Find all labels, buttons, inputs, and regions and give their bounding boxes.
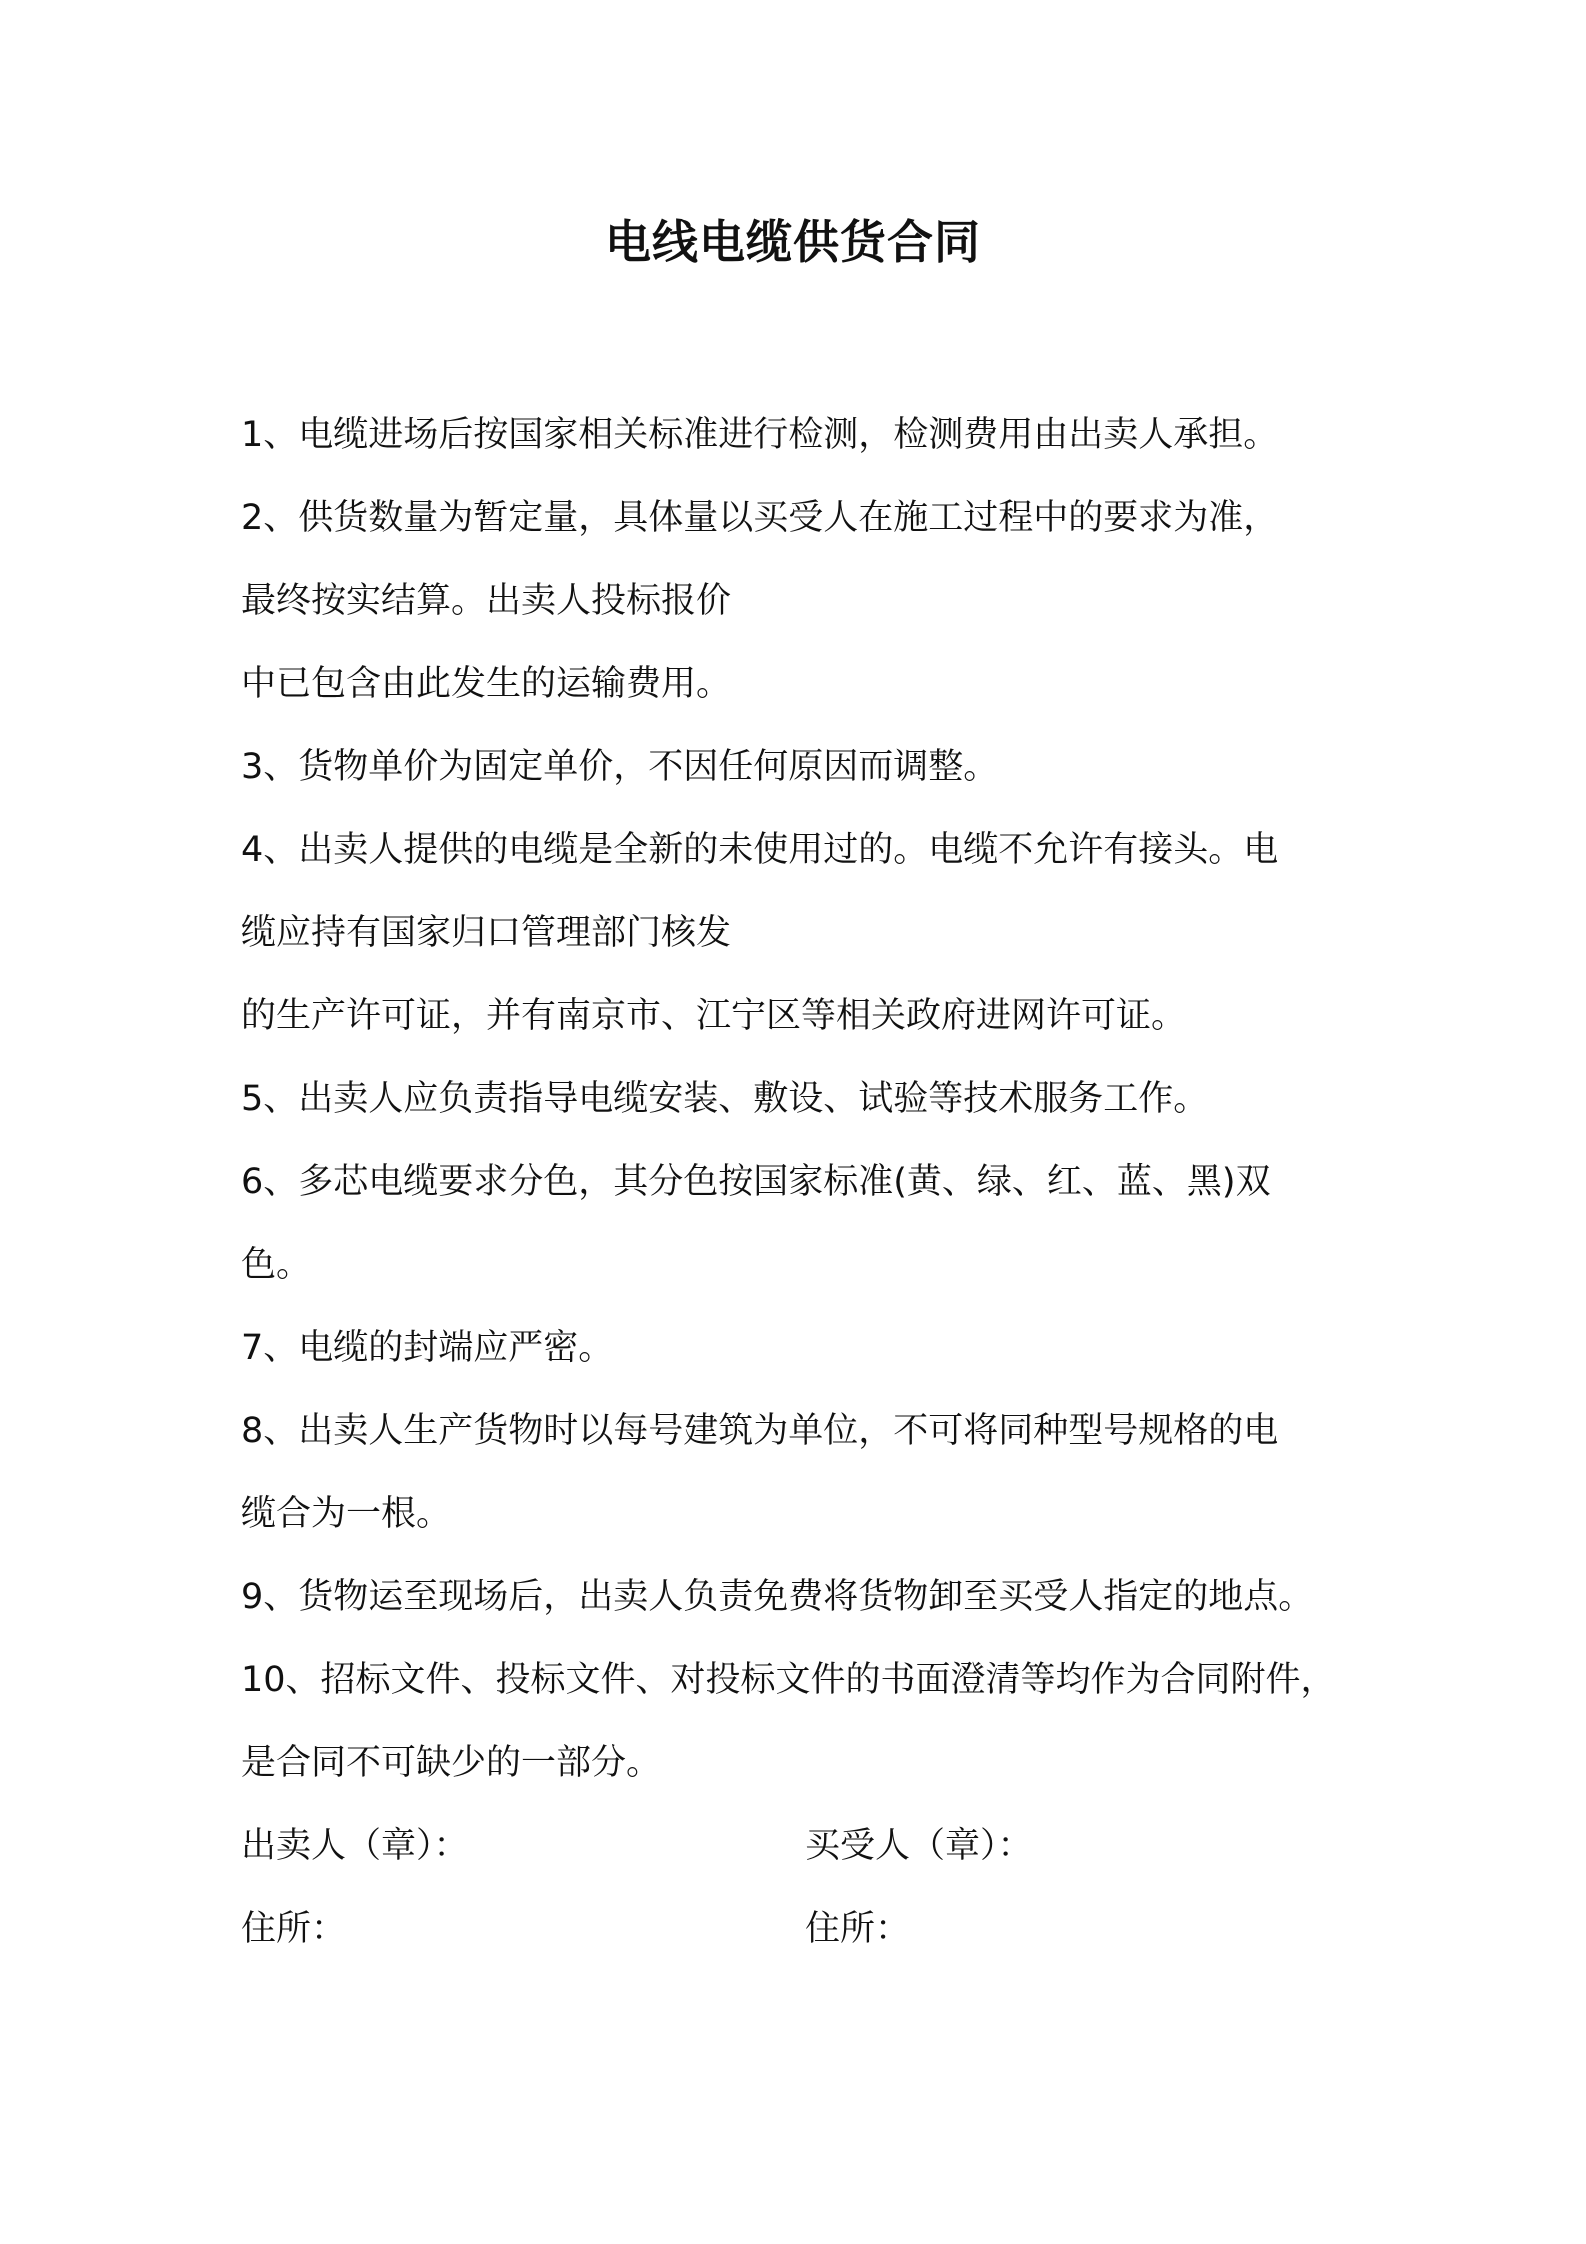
clause-line-16: 10、招标文件、投标文件、对投标文件的书面澄清等均作为合同附件， — [241, 1660, 1336, 1700]
buyer-address-label: 住所： — [805, 1909, 911, 1949]
clause-line-3: 最终按实结算。出卖人投标报价 — [241, 581, 732, 621]
clause-line-1: 1、电缆进场后按国家相关标准进行检测，检测费用由出卖人承担。 — [241, 415, 1279, 455]
clause-line-13: 8、出卖人生产货物时以每号建筑为单位，不可将同种型号规格的电 — [241, 1411, 1279, 1451]
clause-line-10: 6、多芯电缆要求分色，其分色按国家标准(黄、绿、红、蓝、黑)双 — [241, 1162, 1271, 1202]
seller-seal-label: 出卖人（章）： — [241, 1826, 469, 1866]
contract-title: 电线电缆供货合同 — [605, 215, 981, 269]
clause-line-8: 的生产许可证，并有南京市、江宁区等相关政府进网许可证。 — [241, 996, 1187, 1036]
clause-line-6: 4、出卖人提供的电缆是全新的未使用过的。电缆不允许有接头。电 — [241, 830, 1279, 870]
seller-address-label: 住所： — [241, 1909, 347, 1949]
clause-line-2: 2、供货数量为暂定量，具体量以买受人在施工过程中的要求为准， — [241, 498, 1279, 538]
clause-line-7: 缆应持有国家归口管理部门核发 — [241, 913, 732, 953]
clause-line-17: 是合同不可缺少的一部分。 — [241, 1743, 662, 1783]
clause-line-5: 3、货物单价为固定单价，不因任何原因而调整。 — [241, 747, 999, 787]
clause-line-12: 7、电缆的封端应严密。 — [241, 1328, 614, 1368]
buyer-seal-label: 买受人（章）： — [805, 1826, 1033, 1866]
clause-line-9: 5、出卖人应负责指导电缆安装、敷设、试验等技术服务工作。 — [241, 1079, 1209, 1119]
clause-line-15: 9、货物运至现场后，出卖人负责免费将货物卸至买受人指定的地点。 — [241, 1577, 1314, 1617]
clause-line-4: 中已包含由此发生的运输费用。 — [241, 664, 732, 704]
clause-line-11: 色。 — [241, 1245, 312, 1285]
clause-line-14: 缆合为一根。 — [241, 1494, 452, 1534]
